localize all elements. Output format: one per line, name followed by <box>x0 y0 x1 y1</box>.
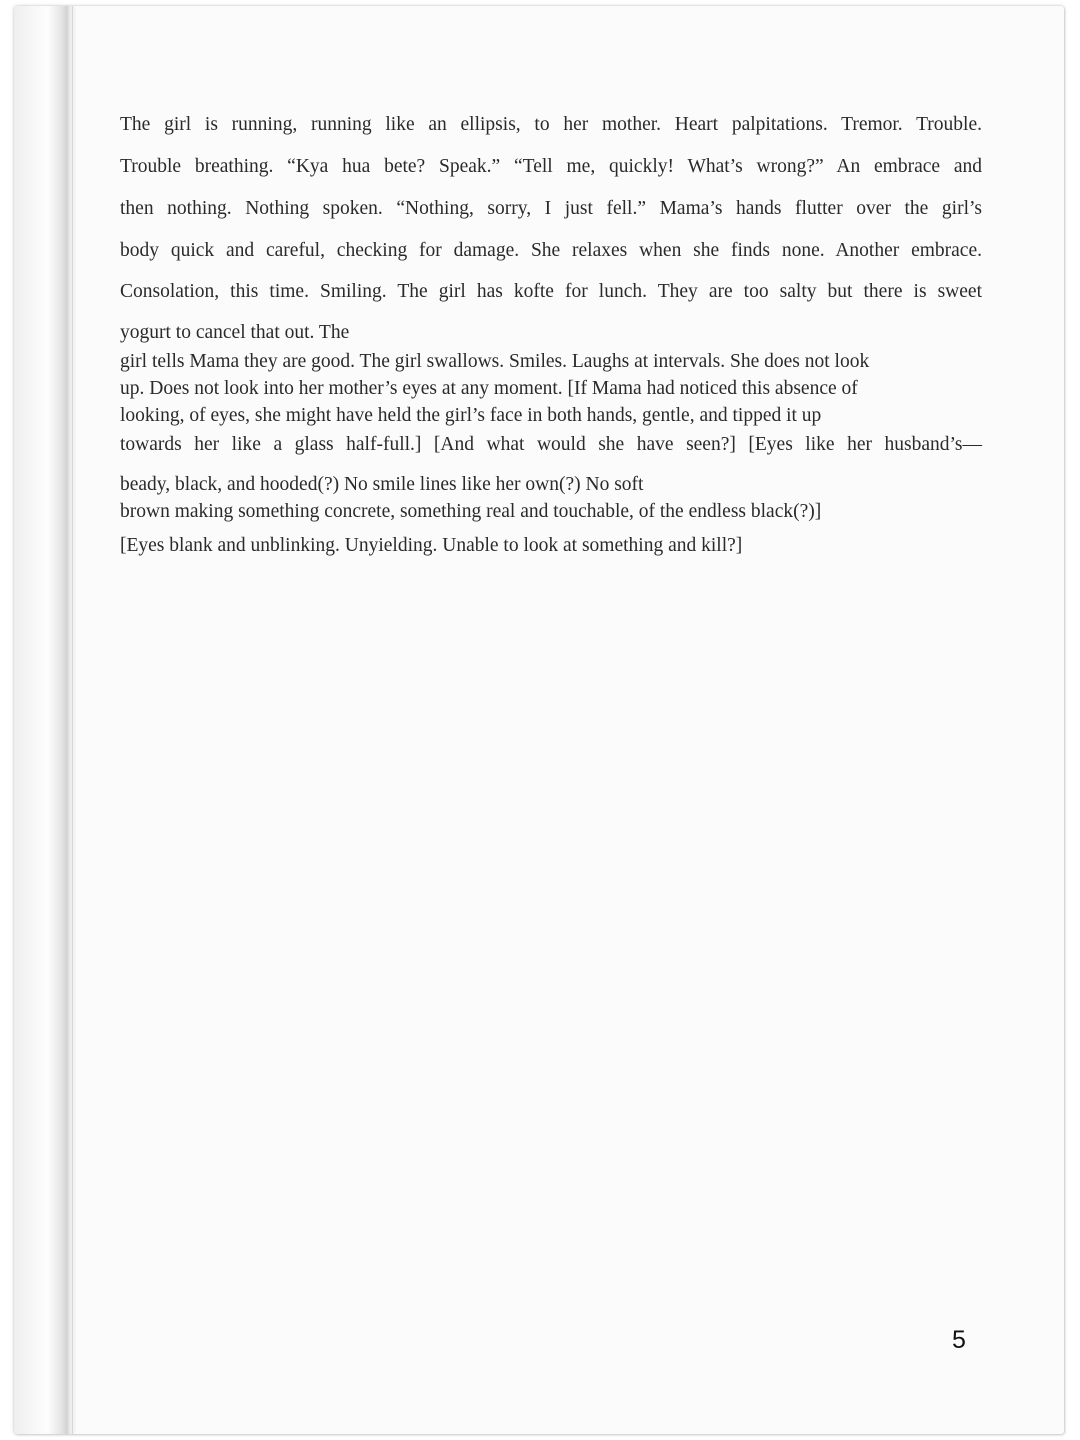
text-line-5: Consolation, this time. Smiling. The girl has kofte for lunch. They are too salty but there is sweet <box>120 281 982 302</box>
text-line-7: girl tells Mama they are good. The girl swallows. Smiles. Laughs at intervals. She does not look <box>120 351 870 372</box>
text-line-10: towards her like a glass half-full.] [And what would she have seen?] [Eyes like her husband’s— <box>120 434 982 455</box>
text-line-12: brown making something concrete, something real and touchable, of the endless black(?)] <box>120 501 822 522</box>
text-line-3: then nothing. Nothing spoken. “Nothing, sorry, I just fell.” Mama’s hands flutter over the girl’s <box>120 198 982 219</box>
text-line-8: up. Does not look into her mother’s eyes at any moment. [If Mama had noticed this absence of <box>120 378 858 399</box>
text-line-11: beady, black, and hooded(?) No smile lines like her own(?) No soft <box>120 474 644 495</box>
text-line-2: Trouble breathing. “Kya hua bete? Speak.” “Tell me, quickly! What’s wrong?” An embrace and <box>120 156 982 177</box>
page-number: 5 <box>952 1326 966 1354</box>
document-page <box>14 6 1064 1434</box>
text-line-6: yogurt to cancel that out. The <box>120 322 350 343</box>
book-spine <box>14 6 76 1434</box>
text-line-4: body quick and careful, checking for damage. She relaxes when she finds none. Another embrace. <box>120 240 982 261</box>
text-line-9: looking, of eyes, she might have held the girl’s face in both hands, gentle, and tipped it up <box>120 405 822 426</box>
text-line-13: [Eyes blank and unblinking. Unyielding. Unable to look at something and kill?] <box>120 535 743 556</box>
spine-edge <box>72 6 73 1434</box>
text-line-1: The girl is running, running like an ellipsis, to her mother. Heart palpitations. Tremor. Trouble. <box>120 114 982 135</box>
